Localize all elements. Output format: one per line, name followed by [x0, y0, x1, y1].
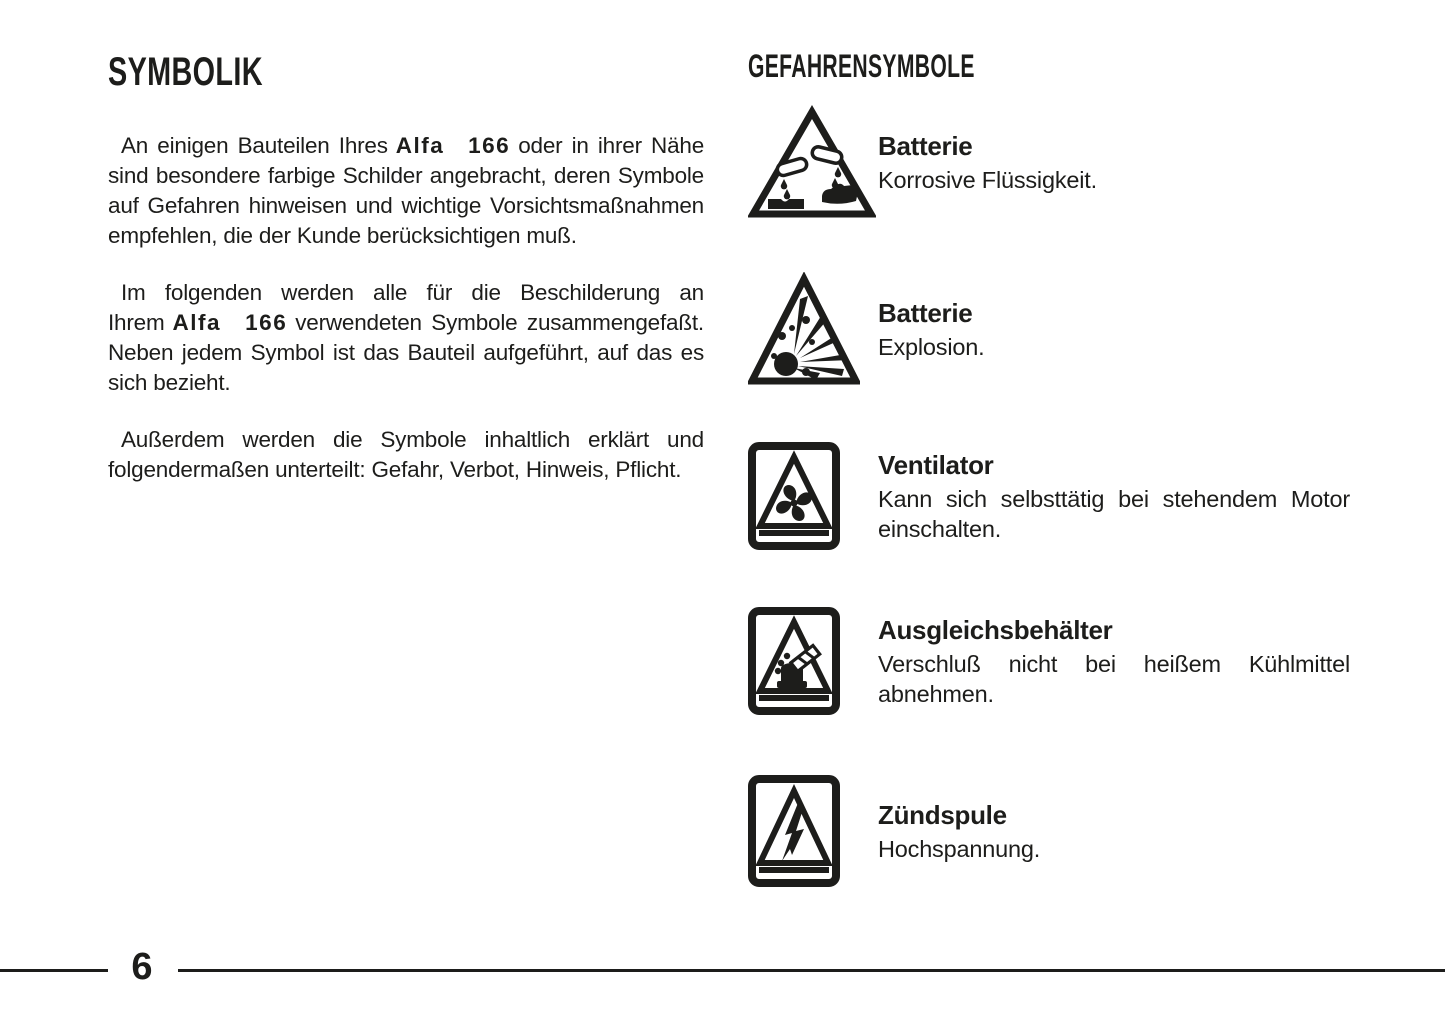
footer-rule-right [178, 969, 1445, 972]
danger-item-text [878, 297, 1350, 362]
brand-alfa-166: Alfa 166 [172, 310, 288, 335]
danger-item-title: Batterie [878, 131, 973, 161]
danger-item-ausgleichsbehaelter [748, 607, 1350, 715]
danger-item-description: Hochspannung. [878, 835, 1041, 862]
intro-paragraph-1 [108, 131, 704, 251]
high-voltage-warning-sign-icon [748, 775, 878, 887]
intro-paragraph-2 [108, 278, 704, 398]
danger-item-text [878, 130, 1350, 195]
danger-item-description: Kann sich selbsttätig bei stehendem Motor einschalten. [878, 485, 1350, 542]
danger-item-text [878, 799, 1350, 864]
paragraph-text: Im folgenden werden alle für die Beschilderung an Ihrem [108, 280, 704, 335]
paragraph-text: An einigen Bauteilen Ihres [121, 133, 388, 158]
danger-item-zuendspule [748, 775, 1350, 887]
danger-item-title: Ausgleichsbehälter [878, 614, 1113, 645]
danger-item-title: Batterie [878, 298, 973, 328]
intro-paragraph-3: Außerdem werden die Symbole inhaltlich erklärt und folgendermaßen unterteilt: Gefahr, Verbot, Hinweis, Pflicht. [108, 427, 704, 482]
corrosive-warning-triangle-icon [748, 105, 878, 220]
danger-item-description: Verschluß nicht bei heißem Kühlmittel abnehmen. [878, 650, 1350, 707]
hot-coolant-warning-sign-icon [748, 607, 878, 715]
danger-item-description: Korrosive Flüssigkeit. [878, 167, 1097, 193]
section-title: GEFAHRENSYMBOLE [748, 48, 975, 84]
danger-item-ventilator [748, 442, 1350, 550]
danger-item-text [878, 614, 1350, 709]
danger-item-battery-corrosive [748, 105, 1350, 220]
danger-item-description: Explosion. [878, 334, 985, 360]
brand-alfa-166: Alfa 166 [395, 133, 511, 158]
fan-warning-sign-icon [748, 442, 878, 550]
danger-item-text [878, 449, 1350, 544]
paragraph-text: oder in ihrer Nähe sind besondere farbige Schilder angebracht, deren Symbole auf Gefahren hinweisen und wichtige Vorsichtsmaßnahmen empfehlen, die der Kunde berücksichtigen muß. [108, 133, 705, 248]
page-title: SYMBOLIK [108, 50, 263, 94]
danger-item-title: Ventilator [878, 449, 994, 480]
danger-item-battery-explosion [748, 272, 1350, 387]
page-number: 6 [131, 946, 153, 988]
danger-symbols-section [748, 48, 1350, 887]
footer-rule-left [0, 969, 108, 972]
intro-column [108, 50, 704, 485]
paragraph-text: verwendeten Symbole zusammengefaßt. Neben jedem Symbol ist das Bauteil aufgeführt, auf das es sich bezieht. [108, 310, 704, 395]
danger-item-title: Zündspule [878, 799, 1007, 830]
explosion-warning-triangle-icon [748, 272, 878, 387]
